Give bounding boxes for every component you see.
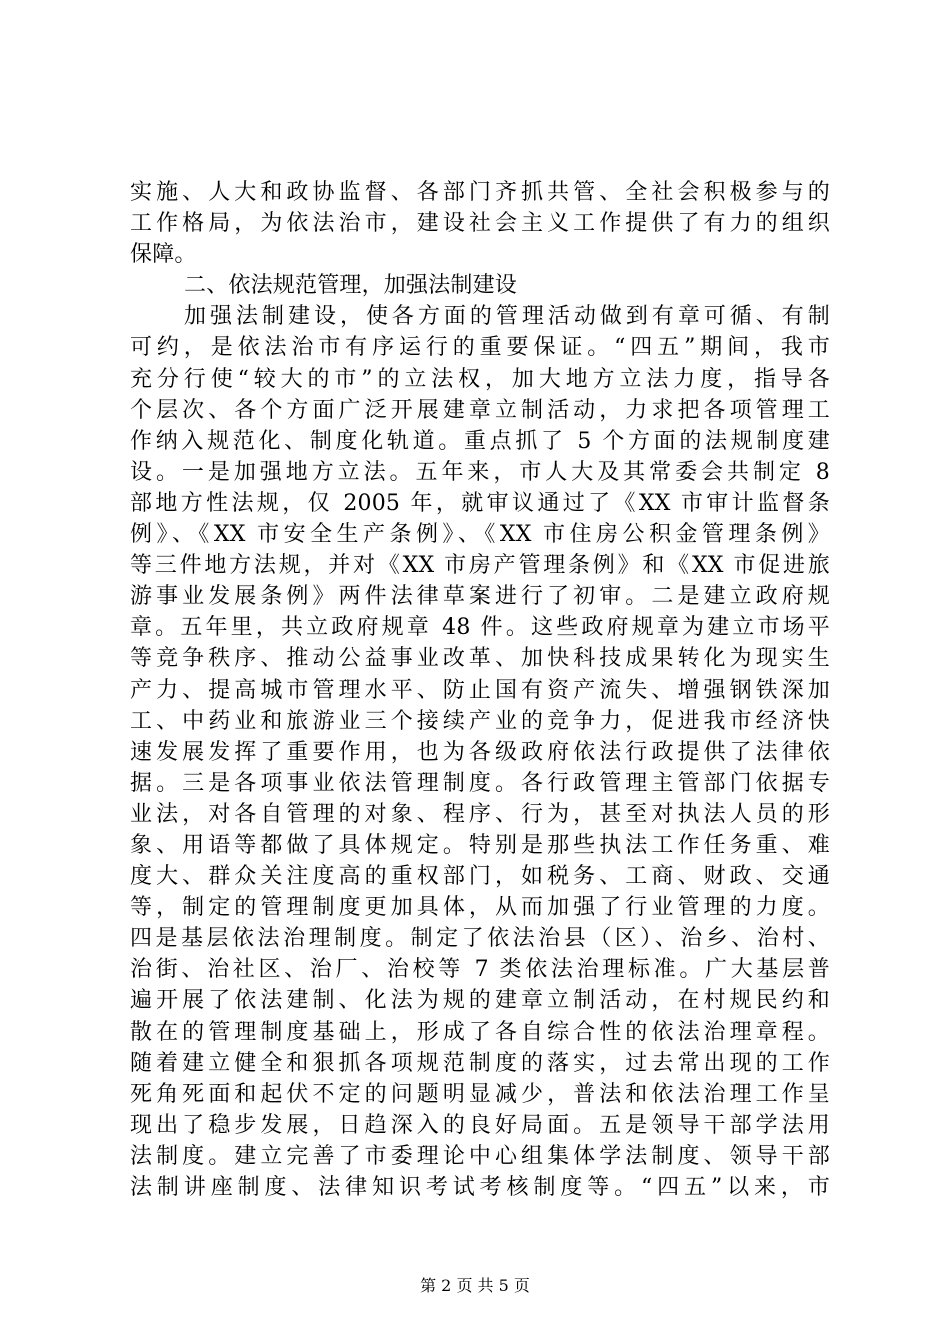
text-line: 保障。 [130,242,197,268]
text-line: 随着建立健全和狠抓各项规范制度的落实，过去常出现的工作 [130,1050,830,1076]
text-line: 等，制定的管理制度更加具体，从而加强了行业管理的力度。 [130,895,830,921]
text-line: 例》、《XX 市安全生产条例》、《XX 市住房公积金管理条例》 [130,522,830,548]
page-number-footer: 第 2 页 共 5 页 [420,1276,530,1295]
text-line: 业法，对各自管理的对象、程序、行为，甚至对执法人员的形 [130,801,830,827]
text-line: 四是基层依法治理制度。制定了依法治县（区）、治乡、治村、 [130,926,830,952]
text-line: 工、中药业和旅游业三个接续产业的竞争力，促进我市经济快 [130,708,830,734]
text-line: 等三件地方法规，并对《XX 市房产管理条例》和《XX 市促进旅 [130,553,830,579]
text-line: 死角死面和起伏不定的问题明显减少，普法和依法治理工作呈 [130,1081,830,1107]
text-line: 法制度。建立完善了市委理论中心组集体学法制度、领导干部 [130,1143,830,1169]
text-line: 产力、提高城市管理水平、防止国有资产流失、增强钢铁深加 [130,677,830,703]
document-body [130,177,830,1203]
text-line: 设。一是加强地方立法。五年来，市人大及其常委会共制定 8 [130,459,830,485]
text-line: 加强法制建设，使各方面的管理活动做到有章可循、有制 [184,304,830,330]
text-line: 法制讲座制度、法律知识考试考核制度等。“四五”以来，市 [130,1175,830,1200]
text-line: 可约，是依法治市有序运行的重要保证。“四五”期间，我市 [130,335,830,361]
text-line: 工作格局，为依法治市，建设社会主义工作提供了有力的组织 [130,211,830,237]
text-line: 充分行使“较大的市”的立法权，加大地方立法力度，指导各 [130,366,830,392]
text-line: 散在的管理制度基础上，形成了各自综合性的依法治理章程。 [130,1019,830,1045]
text-line: 游事业发展条例》两件法律草案进行了初审。二是建立政府规 [130,584,830,610]
text-line: 象、用语等都做了具体规定。特别是那些执法工作任务重、难 [130,832,830,858]
text-line: 治街、治社区、治厂、治校等 7 类依法治理标准。广大基层普 [130,957,830,983]
text-line: 度大、群众关注度高的重权部门，如税务、工商、财政、交通 [130,864,830,890]
text-line: 据。三是各项事业依法管理制度。各行政管理主管部门依据专 [130,770,830,796]
text-line: 遍开展了依法建制、化法为规的建章立制活动，在村规民约和 [130,988,830,1014]
text-line: 现出了稳步发展，日趋深入的良好局面。五是领导干部学法用 [130,1112,830,1138]
text-line: 作纳入规范化、制度化轨道。重点抓了 5 个方面的法规制度建 [130,428,830,454]
text-line: 实施、人大和政协监督、各部门齐抓共管、全社会积极参与的 [130,180,830,205]
text-line: 部地方性法规，仅 2005 年，就审议通过了《XX 市审计监督条 [130,490,830,516]
section-heading: 二、依法规范管理，加强法制建设 [184,273,518,299]
text-line: 个层次、各个方面广泛开展建章立制活动，力求把各项管理工 [130,397,830,423]
text-line: 等竞争秩序、推动公益事业改革、加快科技成果转化为现实生 [130,646,830,672]
text-line: 速发展发挥了重要作用，也为各级政府依法行政提供了法律依 [130,739,830,765]
text-line: 章。五年里，共立政府规章 48 件。这些政府规章为建立市场平 [130,615,830,641]
